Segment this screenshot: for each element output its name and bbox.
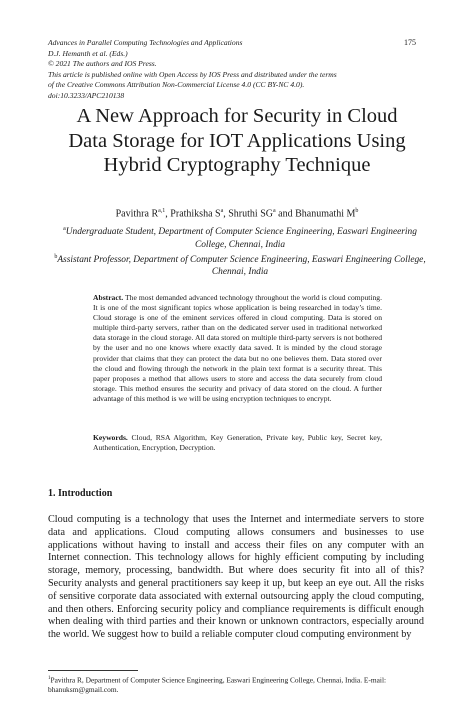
keywords: [93, 433, 382, 453]
section-heading: 1. Introduction: [48, 488, 113, 499]
author-3: , Shruthi SG: [223, 208, 273, 220]
body-paragraph: Cloud computing is a technology that uses the Internet and intermediate servers to store data and applications. Cloud computing allows consumers and businesses to use applications without having to install and access their files on any computer with an Internet connection. This technology allows for highly efficient computing by including storage, memory, processing, bandwidth. But where does security fit into all of this? Security analysts and general practitioners say keep it up, but keep an eye out. All the risks of sensitive corporate data associated with external outsourcing apply the cloud computing, and then others. Enforcing security policy and compliance requirements is difficult enough when dealing with third parties and their known or unknown contractors, especially around the world. We suggest how to build a reliable computer cloud computing environment by: [48, 514, 424, 641]
author-1-mark: a,1: [158, 208, 166, 214]
affiliation-b-mark: b: [54, 253, 58, 260]
author-2-mark: a: [220, 208, 224, 214]
header-line-copyright: © 2021 The authors and IOS Press.: [48, 59, 157, 69]
affiliations: [50, 223, 430, 279]
author-4-mark: b: [355, 208, 359, 214]
title-line-2: Data Storage for IOT Applications Using: [68, 129, 406, 152]
affiliation-b-text: Assistant Professor, Department of Computer Science Engineering, Easwari Engineering College, Chennai, India: [57, 255, 426, 278]
author-1: Pavithra R: [115, 208, 159, 220]
author-3-mark: a: [272, 208, 276, 214]
page-number: 175: [404, 38, 416, 47]
running-header: [48, 38, 428, 102]
footnote: [48, 674, 424, 695]
abstract-label: Abstract.: [93, 293, 124, 302]
header-line-license-1: This article is published online with Open Access by IOS Press and distributed under the terms: [48, 69, 337, 79]
title-line-3: Hybrid Cryptography Technique: [103, 154, 371, 177]
author-4: and Bhanumathi M: [275, 208, 356, 220]
keywords-label: Keywords.: [93, 433, 128, 442]
header-line-book: Advances in Parallel Computing Technologies and Applications: [48, 38, 243, 47]
author-list: [30, 208, 444, 219]
footnote-mark: 1: [48, 676, 51, 681]
footnote-divider: [48, 670, 138, 671]
footnote-text: Pavithra R, Department of Computer Science Engineering, Easwari Engineering College, Chennai, India. E-mail: bhanuksm@gmail.com.: [48, 675, 387, 695]
header-line-license-2: of the Creative Commons Attribution Non-Commercial License 4.0 (CC BY-NC 4.0).: [48, 80, 305, 90]
affiliation-a-text: Undergraduate Student, Department of Computer Science Engineering, Easwari Engineering College, Chennai, India: [65, 227, 417, 250]
affiliation-a-mark: a: [63, 226, 66, 232]
title-line-1: A New Approach for Security in Cloud: [76, 105, 398, 127]
affiliation-b: [50, 251, 430, 279]
paper-title: [30, 104, 444, 178]
header-line-editors: D.J. Hemanth et al. (Eds.): [48, 48, 128, 58]
affiliation-a: [50, 223, 430, 251]
author-2: , Prathiksha S: [165, 208, 221, 220]
keywords-text: Cloud, RSA Algorithm, Key Generation, Private key, Public key, Secret key, Authentication, Encryption, Decryption.: [93, 433, 382, 453]
abstract-text: The most demanded advanced technology throughout the world is cloud computing. It is one of the most significant topics whose application is being researched in today’s time. Cloud storage is one of the eminent services offered in cloud computing. Data is stored on multiple third-party servers, rather than on the dedicated server used in traditional networked data storage in the cloud storage. All data stored on multiple third-party servers is not bothered by the user and no one knows where exactly data saved. It is minded by the cloud storage provider that claims that they can protect the data but no one believes them. Data stored over the cloud and flowing through the network in the plain text format is a security threat. This paper proposes a method that allows users to store and access the data securely from cloud storage. This method ensures the security and privacy of data stored on the cloud. A further advantage of this method is we will be using encryption techniques to encrypt.: [93, 293, 382, 403]
header-line-doi[interactable]: doi:10.3233/APC210138: [48, 90, 125, 100]
abstract: [93, 293, 382, 404]
